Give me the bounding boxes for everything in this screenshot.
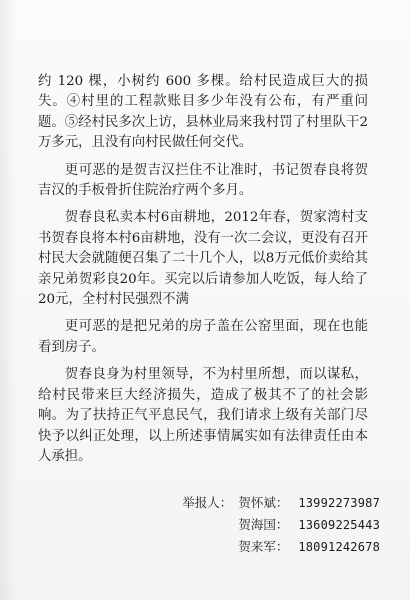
reporter-name: 贺来军：: [238, 539, 289, 554]
paragraph-3: 贺春良私卖本村6亩耕地，2012年春，贺家湾村支书贺春良将本村6亩耕地，没有一次二会议，更没有召开村民大会就随便召集了二十几个人，以8万元低价卖给其亲兄弟贺彩良20年。买完以后请参加人吃饭，每人给了20元，全村村民强烈不满: [38, 210, 368, 308]
paragraph-4: 更可恶的是把兄弟的房子盖在公窑里面，现在也能看到房子。: [38, 319, 368, 355]
reporter-row: [180, 492, 380, 514]
paragraph-5: 贺春良身为村里领导，不为村里所想，而以谋私，给村民带来巨大经济损失，造成了极其不了的社会影响。为了扶持正气平息民气，我们请求上级有关部门尽快予以纠正处理，以上所述事情属实如有法律责任由本人承担。: [38, 367, 368, 464]
reporter-row: [180, 514, 380, 536]
reporter-phone: 13992273987: [298, 496, 380, 510]
reporter-phone: 13609225443: [298, 518, 380, 532]
reporter-name: 贺怀斌：: [238, 495, 289, 510]
reporter-phone: 18091242678: [298, 540, 380, 554]
paragraph-2: 更可恶的是贺吉汉拦住不让准时，书记贺春良将贺吉汉的手板骨折住院治疗两个多月。: [38, 162, 368, 199]
paper-shadow: [0, 0, 16, 600]
paragraph-1: 约 120 棵，小树约 600 多棵。给村民造成巨大的损失。④村里的工程款账目多少年没有公布，有严重问题。⑤经村民多次上访，县林业局来我村罚了村里队干2万多元，且没有向村民做任何交代。: [38, 74, 368, 151]
reporters-label: 举报人：: [182, 495, 233, 510]
reporter-row: [180, 536, 380, 558]
reporters-block: [180, 492, 380, 558]
document-body: [38, 72, 368, 467]
reporter-name: 贺海国：: [238, 517, 289, 532]
